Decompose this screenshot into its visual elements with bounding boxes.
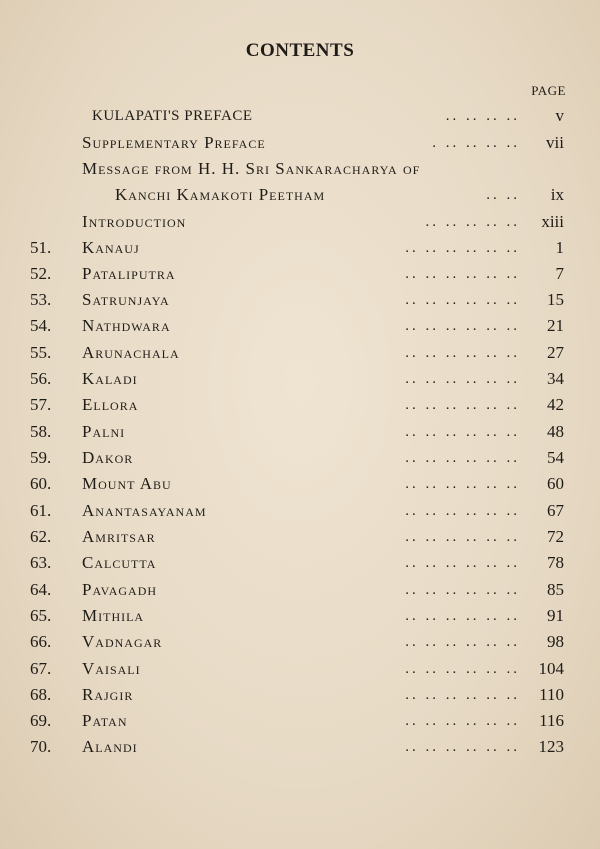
toc-page-number: 15 [547, 290, 564, 309]
chapter-number: 59. [30, 448, 52, 467]
leader-dots: .. .. .. .. .. .. [405, 240, 520, 256]
toc-chapter-row[interactable] [0, 553, 600, 579]
toc-page-number: 91 [547, 606, 564, 625]
toc-chapter-row[interactable] [0, 527, 600, 553]
toc-page-number: ix [550, 185, 564, 204]
chapter-number: 57. [30, 395, 52, 414]
chapter-title: Patan [82, 711, 128, 730]
toc-page-number: 34 [547, 369, 564, 388]
leader-dots: .. .. .. .. .. .. [405, 345, 520, 361]
toc-entry-label: Supplementary Preface [82, 133, 266, 152]
toc-page-number: 42 [547, 395, 564, 414]
toc-chapter-row[interactable] [0, 422, 600, 448]
chapter-title: Arunachala [82, 343, 180, 362]
page-title: CONTENTS [245, 40, 355, 61]
leader-dots: .. .. .. .. .. .. [405, 424, 520, 440]
chapter-number: 66. [30, 632, 52, 651]
chapter-number: 55. [30, 343, 52, 362]
leader-dots: .. .. .. .. .. .. [405, 529, 520, 545]
toc-entry-message-line-1[interactable] [0, 159, 600, 185]
toc-chapter-row[interactable] [0, 711, 600, 737]
chapter-number: 63. [30, 553, 52, 572]
chapter-title: Vaisali [82, 659, 141, 678]
leader-dots: .. .. .. .. .. .. [405, 318, 520, 334]
chapter-number: 65. [30, 606, 52, 625]
toc-entry-label: Introduction [82, 212, 187, 231]
chapter-title: Vadnagar [82, 632, 163, 651]
leader-dots: .. .. .. .. .. .. [405, 582, 520, 598]
toc-page-number: 78 [547, 553, 564, 572]
toc-entry-message-line-2[interactable] [0, 185, 600, 211]
toc-entry-kulapatis-preface[interactable] [0, 106, 600, 132]
toc-entry-label: KULAPATI'S PREFACE [92, 108, 253, 124]
chapter-title: Pataliputra [82, 264, 176, 283]
leader-dots: .. .. .. .. .. .. [405, 397, 520, 413]
toc-entry-label: Kanchi Kamakoti Peetham [115, 185, 326, 204]
leader-dots: .. .. .. .. .. .. [405, 555, 520, 571]
chapter-title: Satrunjaya [82, 290, 170, 309]
chapter-title: Rajgir [82, 685, 134, 704]
toc-page-number: 67 [547, 501, 564, 520]
leader-dots: .. .. .. .. [445, 108, 520, 124]
chapter-number: 68. [30, 685, 52, 704]
leader-dots: .. .. .. .. .. .. [405, 713, 520, 729]
toc-chapter-row[interactable] [0, 316, 600, 342]
toc-chapter-row[interactable] [0, 264, 600, 290]
chapter-title: Amritsar [82, 527, 156, 546]
chapter-number: 53. [30, 290, 52, 309]
toc-chapter-row[interactable] [0, 659, 600, 685]
leader-dots: .. .. [486, 187, 520, 203]
leader-dots: .. .. .. .. .. [425, 214, 520, 230]
chapter-number: 67. [30, 659, 52, 678]
chapter-title: Anantasayanam [82, 501, 207, 520]
chapter-number: 60. [30, 474, 52, 493]
toc-page-number: vii [546, 133, 564, 152]
toc-page-number: 110 [539, 685, 564, 704]
toc-page-number: 85 [547, 580, 564, 599]
leader-dots: .. .. .. .. .. .. [405, 476, 520, 492]
leader-dots: .. .. .. .. .. .. [405, 739, 520, 755]
chapter-number: 52. [30, 264, 52, 283]
toc-chapter-row[interactable] [0, 632, 600, 658]
leader-dots: .. .. .. .. .. .. [405, 608, 520, 624]
chapter-title: Alandi [82, 737, 138, 756]
toc-chapter-row[interactable] [0, 580, 600, 606]
toc-page-number: 72 [547, 527, 564, 546]
toc-chapter-row[interactable] [0, 737, 600, 763]
toc-page-number: 60 [547, 474, 564, 493]
toc-chapter-row[interactable] [0, 606, 600, 632]
chapter-number: 62. [30, 527, 52, 546]
leader-dots: .. .. .. .. .. .. [405, 634, 520, 650]
chapter-number: 69. [30, 711, 52, 730]
toc-page-number: 21 [547, 316, 564, 335]
page-column-header: PAGE [531, 83, 566, 98]
toc-page-number: 123 [538, 737, 564, 756]
toc-page-number: 7 [555, 264, 564, 283]
toc-chapter-row[interactable] [0, 343, 600, 369]
chapter-title: Calcutta [82, 553, 157, 572]
leader-dots: .. .. .. .. .. .. [405, 661, 520, 677]
chapter-number: 70. [30, 737, 52, 756]
leader-dots: .. .. .. .. .. .. [405, 266, 520, 282]
toc-entry-introduction[interactable] [0, 212, 600, 238]
toc-entry-label: Message from H. H. Sri Sankaracharya of [82, 159, 421, 178]
chapter-number: 61. [30, 501, 52, 520]
chapter-title: Ellora [82, 395, 139, 414]
chapter-title: Nathdwara [82, 316, 171, 335]
toc-chapter-row[interactable] [0, 238, 600, 264]
toc-chapter-row[interactable] [0, 474, 600, 500]
toc-page-number: 116 [539, 711, 564, 730]
toc-page-number: 54 [547, 448, 564, 467]
toc-chapter-row[interactable] [0, 369, 600, 395]
chapter-title: Palni [82, 422, 126, 441]
leader-dots: .. .. .. .. .. .. [405, 371, 520, 387]
toc-page-number: 1 [555, 238, 564, 257]
toc-chapter-row[interactable] [0, 501, 600, 527]
leader-dots: .. .. .. .. .. .. [405, 450, 520, 466]
toc-page-number: xiii [541, 212, 564, 231]
toc-page-number: 27 [547, 343, 564, 362]
chapter-number: 56. [30, 369, 52, 388]
chapter-title: Kaladi [82, 369, 138, 388]
toc-page-number: v [555, 106, 564, 125]
toc-page-number: 98 [547, 632, 564, 651]
toc-chapter-row[interactable] [0, 448, 600, 474]
chapter-title: Mithila [82, 606, 145, 625]
chapter-title: Dakor [82, 448, 134, 467]
leader-dots: .. .. .. .. .. .. [405, 687, 520, 703]
chapter-number: 58. [30, 422, 52, 441]
leader-dots: .. .. .. .. .. .. [405, 292, 520, 308]
chapter-number: 64. [30, 580, 52, 599]
toc-page-number: 48 [547, 422, 564, 441]
chapter-title: Pavagadh [82, 580, 158, 599]
leader-dots: .. .. .. .. .. .. [405, 503, 520, 519]
leader-dots: . .. .. .. .. [432, 135, 520, 151]
toc-chapter-row[interactable] [0, 290, 600, 316]
chapter-title: Mount Abu [82, 474, 172, 493]
chapter-number: 51. [30, 238, 52, 257]
chapter-number: 54. [30, 316, 52, 335]
toc-chapter-row[interactable] [0, 685, 600, 711]
toc-page-number: 104 [538, 659, 564, 678]
toc-entry-supplementary-preface[interactable] [0, 133, 600, 159]
chapter-title: Kanauj [82, 238, 140, 257]
toc-chapter-row[interactable] [0, 395, 600, 421]
